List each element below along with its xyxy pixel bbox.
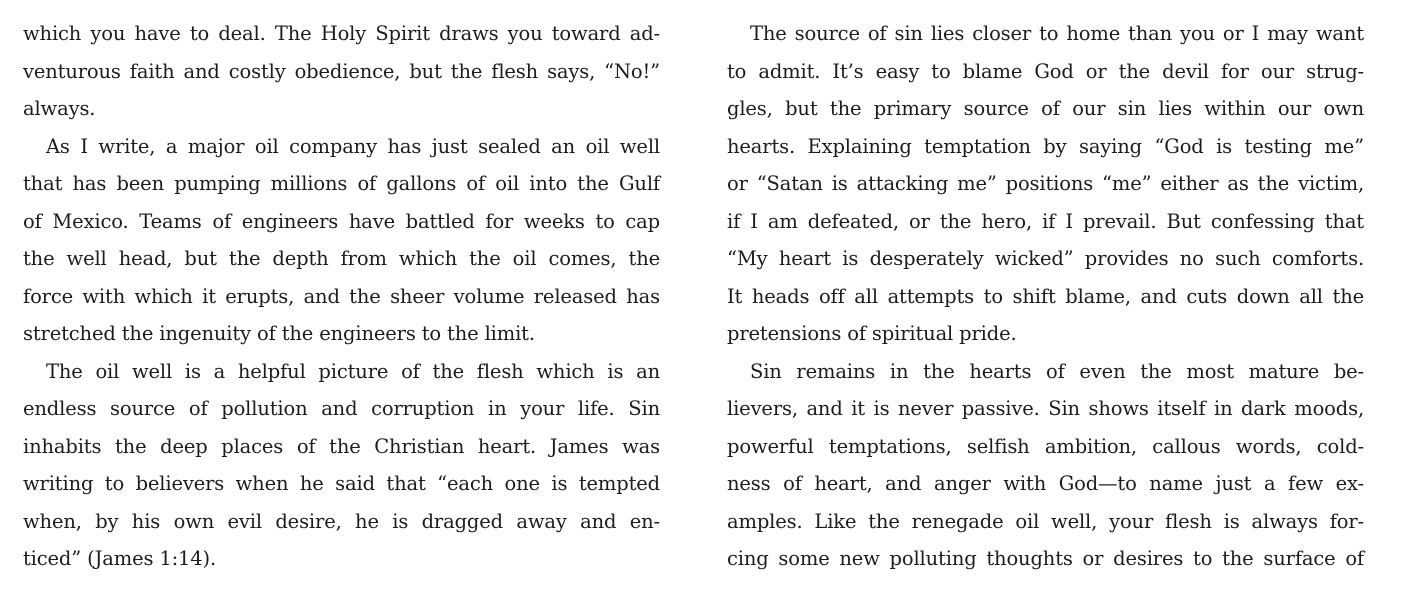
text-line: cing some new polluting thoughts or desires to the surface of — [727, 547, 1364, 570]
text-line: The source of sin lies closer to home than you or I may want — [750, 22, 1364, 45]
right-text-column — [727, 15, 1364, 578]
text-line: endless source of pollution and corruption in your life. Sin — [23, 397, 660, 420]
text-line: always. — [23, 97, 96, 120]
text-line: which you have to deal. The Holy Spirit draws you toward ad- — [23, 22, 660, 45]
text-line: of Mexico. Teams of engineers have battled for weeks to cap — [23, 209, 660, 233]
text-line: force with which it erupts, and the sheer volume released has — [23, 284, 660, 308]
text-line: It heads off all attempts to shift blame, and cuts down all the — [727, 284, 1364, 308]
text-line: if I am defeated, or the hero, if I prevail. But confessing that — [727, 209, 1364, 233]
text-line: hearts. Explaining temptation by saying “God is testing me” — [727, 134, 1364, 158]
text-line: that has been pumping millions of gallons of oil into the Gulf — [23, 172, 660, 195]
text-line: the well head, but the depth from which the oil comes, the — [23, 247, 660, 270]
left-text-column — [23, 15, 660, 578]
text-line: writing to believers when he said that “each one is tempted — [23, 472, 660, 495]
text-line: lievers, and it is never passive. Sin shows itself in dark moods, — [727, 397, 1364, 420]
text-line: when, by his own evil desire, he is dragged away and en- — [23, 509, 660, 533]
text-line: to admit. It’s easy to blame God or the devil for our strug- — [727, 59, 1364, 83]
text-line: inhabits the deep places of the Christian heart. James was — [23, 434, 660, 458]
text-line: Sin remains in the hearts of even the most mature be- — [750, 359, 1364, 383]
text-line: ness of heart, and anger with God—to name just a few ex- — [727, 472, 1364, 495]
text-line: stretched the ingenuity of the engineers to the limit. — [23, 322, 535, 345]
text-line: amples. Like the renegade oil well, your flesh is always for- — [727, 509, 1364, 533]
text-line: The oil well is a helpful picture of the flesh which is an — [46, 359, 660, 383]
text-line: As I write, a major oil company has just sealed an oil well — [46, 134, 660, 158]
text-line: pretensions of spiritual pride. — [727, 322, 1017, 345]
text-line: ticed” (James 1:14). — [23, 547, 217, 570]
text-line: “My heart is desperately wicked” provides no such comforts. — [727, 247, 1364, 270]
text-line: gles, but the primary source of our sin lies within our own — [727, 97, 1364, 120]
text-line: or “Satan is attacking me” positions “me” either as the victim, — [727, 172, 1364, 195]
text-line: powerful temptations, selfish ambition, callous words, cold- — [727, 434, 1364, 458]
text-line: venturous faith and costly obedience, but the flesh says, “No!” — [23, 59, 660, 83]
